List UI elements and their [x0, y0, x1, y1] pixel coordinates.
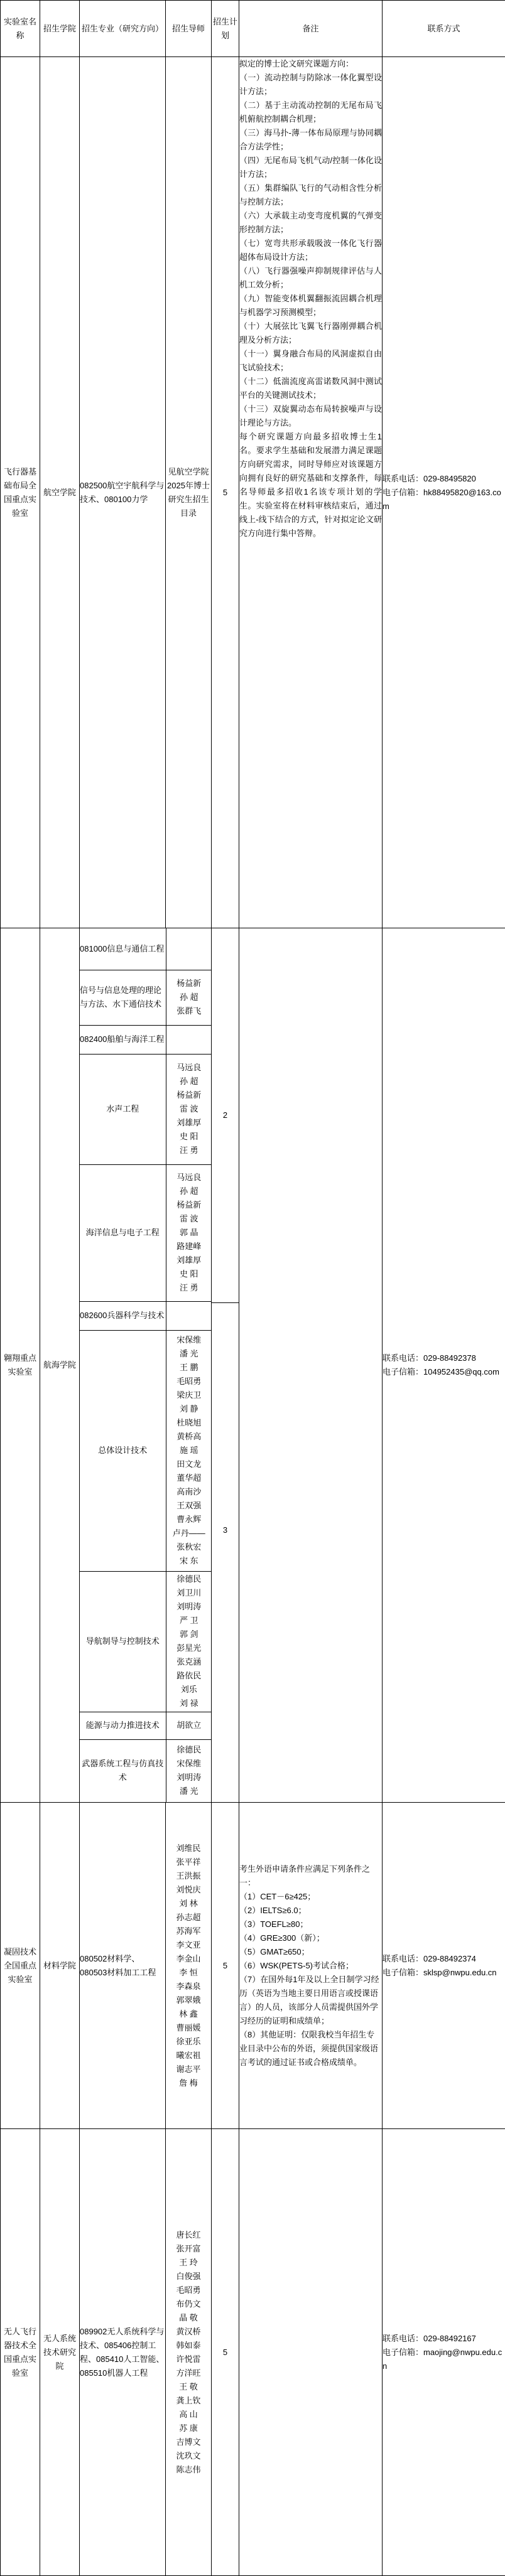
major-cell: 081000信息与通信工程 — [80, 928, 166, 970]
sub-table — [80, 928, 212, 1802]
table-row — [1, 928, 505, 1803]
supervisor-cell — [166, 928, 212, 970]
major-cell: 080502材料学、080503材料加工工程 — [80, 1803, 166, 2129]
remarks-cell: 拟定的博士论文研究课题方向： （一）流动控制与防除冰一体化翼型设计方法； （二）基于主动流动控制的无尾布局飞机俯航控制耦合机理； （三）海马扑-薄一体布局原理与协同耦合方法学性； （四）无尾布局飞机气动/控制一体化设计方法； （五）集群编队飞行的气动相含性分析与控制方法； （六）大承载主动变弯度机翼的气弹变形控制方法； （七）宽弯共形承载吸波一体化飞行器超体布局设计方法； （八）飞行器强噪声抑制规律评估与人机工效分析； （九）智能变体机翼翻振流固耦合机理与机器学习预测模型； （十）大展弦比飞翼飞行器刚弹耦合机理及分析方法； （十一）翼身融合布局的风洞虚拟自由飞试验技术； （十二）低湍流度高雷诺数风洞中测试平台的关键测试技术； （十三）双旋翼动态布局转捩噪声与设计理论与方法。 每个研究课题方向最多招收博士生1名。要求学生基础和发展潜力满足课题方向研究需求，同时导师应对该课题方向拥有良好的研究基础和支撑条件，每名导师最多招收1名该专项计划的学生。实验室将在材料审核结束后，通过线上-线下结合的方式，针对拟定论文研究方向进行集中答辩。 — [239, 57, 383, 928]
plan-sub-table — [212, 928, 239, 1758]
major-cell: 能源与动力推进技术 — [80, 1712, 166, 1739]
major-cell: 082600兵器科学与技术 — [80, 1301, 166, 1330]
supervisor-cell: 杨益新 孙 超 张群飞 — [166, 970, 212, 1025]
major-cell: 水声工程 — [80, 1054, 166, 1164]
contact-cell: 联系电话：029-88492167 电子信箱：maojing@nwpu.edu.cn — [383, 2129, 505, 2576]
supervisor-cell: 徐德民 宋保维 刘明涛 潘 光 — [166, 1739, 212, 1802]
major-cell: 总体设计技术 — [80, 1330, 166, 1571]
table-row — [1, 2129, 505, 2576]
college-name: 航空学院 — [40, 57, 80, 928]
supervisor-cell: 胡欲立 — [166, 1712, 212, 1739]
college-name: 无人系统技术研究院 — [40, 2129, 80, 2576]
major-cell: 089902无人系统科学与技术、085406控制工程、085410人工智能、085510机器人工程 — [80, 2129, 166, 2576]
lab-name: 凝固技术全国重点实验室 — [1, 1803, 40, 2129]
major-cell: 海洋信息与电子工程 — [80, 1164, 166, 1301]
header-plan: 招生计划 — [212, 1, 239, 57]
contact-cell: 联系电话：029-88492378 电子信箱：104952435@qq.com — [383, 928, 505, 1803]
plan-cell: 5 — [212, 2129, 239, 2576]
contact-cell: 联系电话：029-88492374 电子信箱：sklsp@nwpu.edu.cn — [383, 1803, 505, 2129]
supervisor-cell: 宋保维 潘 光 王 鹏 毛昭勇 梁庆卫 刘 静 杜晓旭 黄桥高 施 瑶 田文龙 董华超 高南沙 王双强 曹永辉 卢丹—— 张秋宏 宋 东 — [166, 1330, 212, 1571]
plan-group — [212, 928, 239, 1803]
header-lab: 实验室名称 — [1, 1, 40, 57]
major-cell: 082400船舶与海洋工程 — [80, 1025, 166, 1054]
table-row — [1, 57, 505, 928]
college-name: 材料学院 — [40, 1803, 80, 2129]
remarks-cell — [239, 928, 383, 1803]
lab-name: 翱翔重点实验室 — [1, 928, 40, 1803]
header-contact: 联系方式 — [383, 1, 505, 57]
major-cell: 信号与信息处理的理论与方法、水下通信技术 — [80, 970, 166, 1025]
lab-name: 无人飞行器技术全国重点实验室 — [1, 2129, 40, 2576]
contact-cell: 联系电话：029-88495820 电子信箱：hk88495820@163.com — [383, 57, 505, 928]
supervisor-cell: 马远良 孙 超 杨益新 雷 波 刘雄厚 史 阳 汪 勇 — [166, 1054, 212, 1164]
remarks-cell: 考生外语申请条件应满足下列条件之一： （1）CET－6≥425； （2）IELTS≥6.0； （3）TOEFL≥80； （4）GRE≥300（新）； （5）GMAT≥650； （6）WSK(PETS-5)考试合格； （7）在国外每1年及以上全日制学习经历（英语为当地主要日用语言或授课语言）的人员，该部分人员需提供国外学习经历的证明和成绩单； （8）其他证明：仅限我校当年招生专业目录中公布的外语，须提供国家级语言考试的通过证书或合格成绩单。 — [239, 1803, 383, 2129]
header-supervisor: 招生导师 — [166, 1, 212, 57]
header-row — [1, 1, 505, 57]
major-cell: 武器系统工程与仿真技术 — [80, 1739, 166, 1802]
major-supervisor-group — [80, 928, 212, 1803]
major-cell: 082500航空宇航科学与技术、080100力学 — [80, 57, 166, 928]
plan-cell: 3 — [212, 1302, 239, 1758]
header-college: 招生学院 — [40, 1, 80, 57]
college-name: 航海学院 — [40, 928, 80, 1803]
plan-cell: 2 — [212, 928, 239, 1302]
supervisor-cell: 徐德民 刘卫川 刘明涛 严 卫 郭 剑 彭星光 张克涵 路依民 刘乐 刘 禄 — [166, 1571, 212, 1712]
supervisor-cell: 见航空学院2025年博士研究生招生目录 — [166, 57, 212, 928]
supervisor-cell: 马远良 孙 超 杨益新 雷 波 郭 晶 路建峰 刘雄厚 史 阳 汪 勇 — [166, 1164, 212, 1301]
lab-name: 飞行器基础布局全国重点实验室 — [1, 57, 40, 928]
plan-cell: 5 — [212, 1803, 239, 2129]
plan-cell: 5 — [212, 57, 239, 928]
supervisor-cell — [166, 1301, 212, 1330]
supervisor-cell: 刘维民 张平祥 王洪振 刘悦庆 刘 林 孙志超 苏海军 李文亚 李金山 李 恒 李森泉 郭翠娥 林 鑫 曹丽媛 徐亚乐 曦宏祖 谢志平 詹 梅 — [166, 1803, 212, 2129]
supervisor-cell: 唐长红 张开富 王 玲 白俊强 毛昭勇 布仍文 晶 敬 黄汉桥 韩如泰 许悦雷 方洋旺 王 敬 龚上钦 高 山 苏 康 吉博文 沈玖文 陈志伟 — [166, 2129, 212, 2576]
remarks-cell — [239, 2129, 383, 2576]
header-remarks: 备注 — [239, 1, 383, 57]
supervisor-cell — [166, 1025, 212, 1054]
table-row — [1, 1803, 505, 2129]
major-cell: 导航制导与控制技术 — [80, 1571, 166, 1712]
header-major: 招生专业（研究方向） — [80, 1, 166, 57]
